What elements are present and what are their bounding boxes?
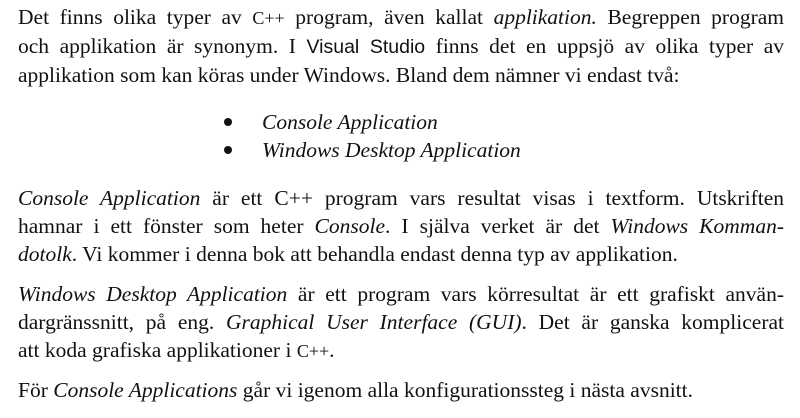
text-line: hamnar i ett fönster som heter Console. I själva verket är det Windows Komman- <box>18 214 784 238</box>
paragraph-console-application <box>18 184 784 268</box>
text-line: Windows Desktop Application är ett program vars körresultat är ett grafiskt använ- <box>18 282 784 306</box>
bullet-icon <box>224 146 232 154</box>
text-line: och applikation är synonym. I Visual Studio finns det en uppsjö av olika typer av <box>18 34 784 58</box>
visual-studio-term: Visual Studio <box>306 36 426 58</box>
application-types-list <box>224 108 521 164</box>
bullet-icon <box>224 118 232 126</box>
text-line: Console Application är ett C++ program vars resultat visas i textform. Utskriften <box>18 186 784 210</box>
text-line: Det finns olika typer av C++ program, även kallat applikation. Begreppen program <box>18 5 784 29</box>
text-line: dargränssnitt, på eng. Graphical User Interface (GUI). Det är ganska komplicerat <box>18 310 784 334</box>
list-item <box>224 136 521 164</box>
text-line: applikation som kan köras under Windows. Bland dem nämner vi endast två: <box>18 63 680 87</box>
paragraph-next-section <box>18 376 784 404</box>
text-line: att koda grafiska applikationer i C++. <box>18 338 335 362</box>
cpp-term: C++ <box>252 8 285 28</box>
paragraph-intro <box>18 3 784 89</box>
list-item <box>224 108 521 136</box>
cpp-term: C++ <box>296 341 330 361</box>
list-item-label: Windows Desktop Application <box>262 138 521 162</box>
text-line: För Console Applications går vi igenom alla konfigurationssteg i nästa avsnitt. <box>18 378 693 402</box>
text-line: dotolk. Vi kommer i denna bok att behandla endast denna typ av applikation. <box>18 242 678 266</box>
emphasis-applikation: applikation. <box>493 5 597 29</box>
paragraph-windows-desktop-application <box>18 280 784 365</box>
list-item-label: Console Application <box>262 110 438 134</box>
